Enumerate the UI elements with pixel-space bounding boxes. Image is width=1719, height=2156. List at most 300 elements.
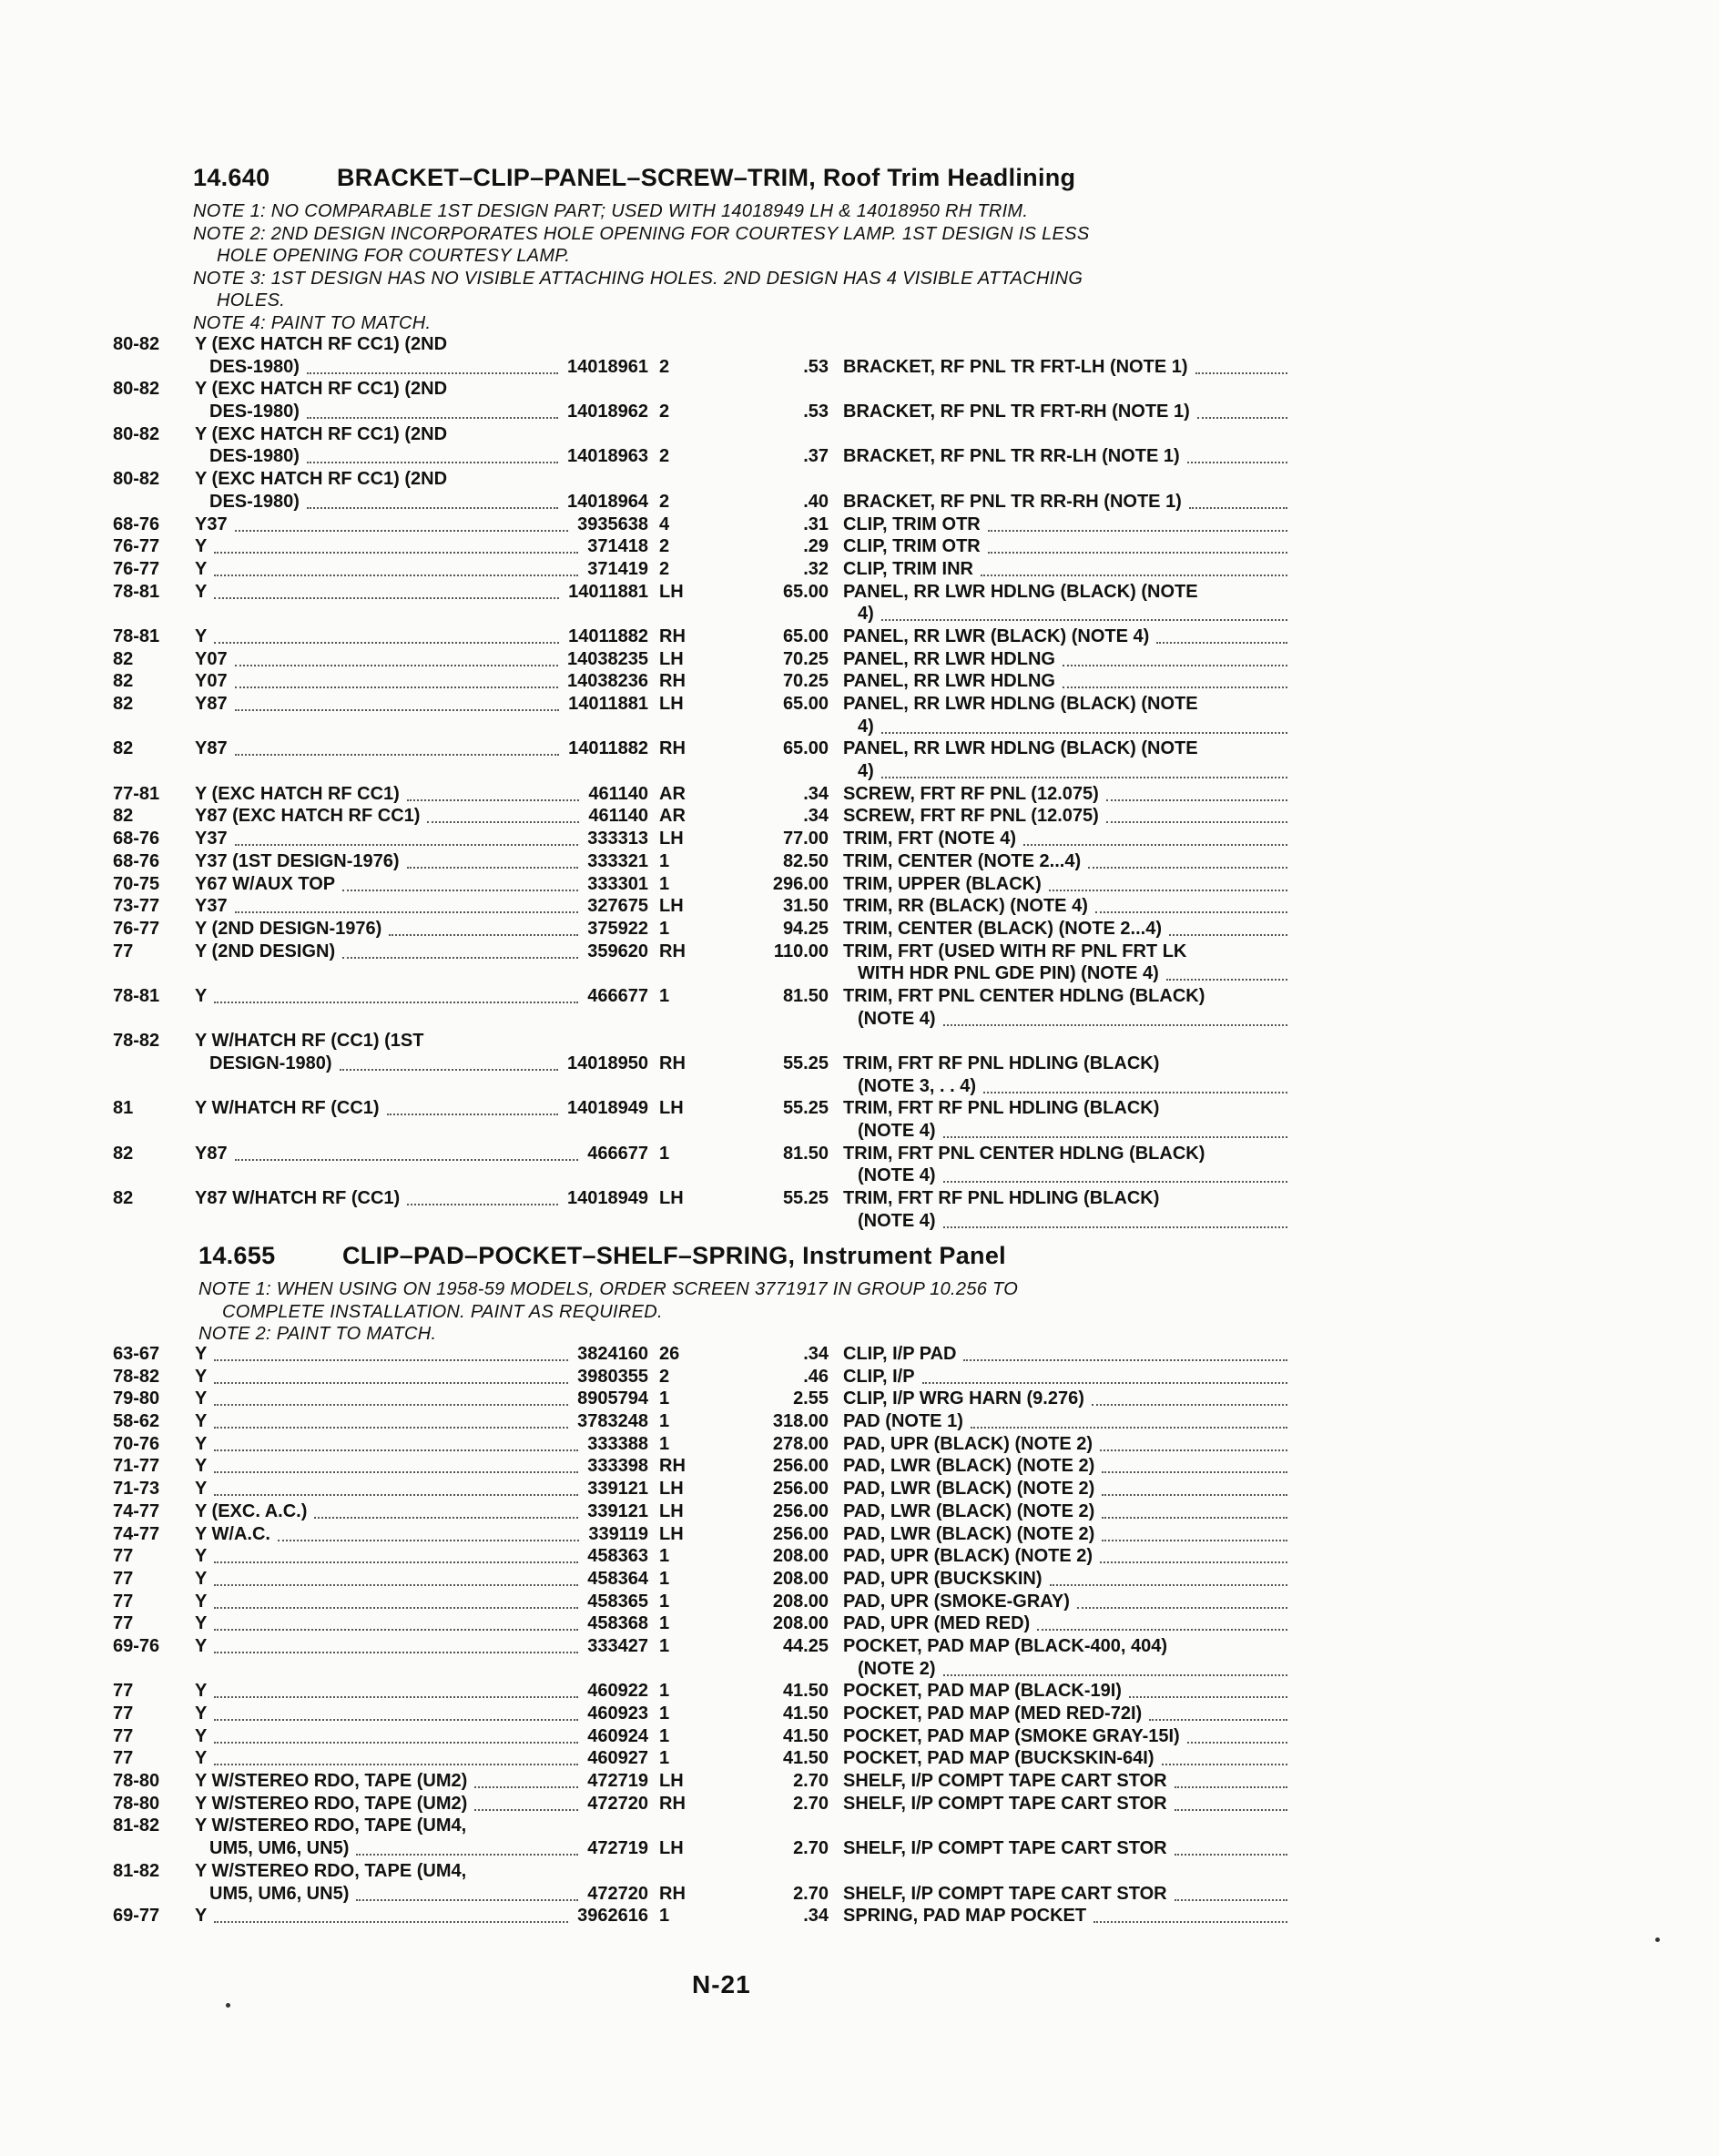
model-cell-continued: UM5, UM6, UN5) (209, 1838, 350, 1859)
dot-leader (1093, 1921, 1287, 1923)
model-cell: Y (195, 1725, 208, 1746)
years-cell: 81 (113, 1098, 134, 1119)
table-row (113, 582, 1287, 626)
model-cell: Y37 (195, 896, 228, 917)
quantity-cell: 1 (659, 1411, 670, 1432)
row-line (113, 1861, 1287, 1884)
quantity-cell: LH (659, 829, 684, 849)
description-cell: PAD, UPR (BUCKSKIN) (843, 1568, 1043, 1589)
price-cell: 55.25 (782, 1053, 829, 1073)
description-cell: PANEL, RR LWR HDLNG (843, 648, 1055, 669)
part-number-cell: 327675 (587, 896, 648, 917)
model-cell: Y37 (1ST DESIGN-1976) (195, 850, 400, 871)
years-cell: 82 (113, 738, 134, 759)
description-cell-continued: (NOTE 4) (858, 1165, 936, 1186)
description-cell: PAD, LWR (BLACK) (NOTE 2) (843, 1523, 1095, 1544)
part-number-cell: 371418 (587, 536, 648, 557)
description-cell-continued: 4) (858, 716, 874, 737)
row-line (113, 1411, 1287, 1434)
model-cell: Y (195, 1546, 208, 1567)
row-line (113, 1165, 1287, 1188)
table-row (113, 1726, 1287, 1749)
years-cell: 77 (113, 1703, 134, 1724)
table-row (113, 986, 1287, 1031)
description-cell: PANEL, RR LWR HDLNG (843, 671, 1055, 692)
model-cell: Y (195, 1635, 208, 1656)
description-cell: TRIM, FRT PNL CENTER HDLNG (BLACK) (843, 985, 1205, 1006)
description-cell: BRACKET, RF PNL TR RR-LH (NOTE 1) (843, 446, 1180, 467)
description-cell: PAD, UPR (MED RED) (843, 1613, 1031, 1634)
quantity-cell: 2 (659, 356, 670, 377)
dot-leader (1095, 911, 1287, 913)
table-row (113, 1479, 1287, 1501)
model-cell: Y87 (195, 738, 228, 759)
price-cell: 2.70 (793, 1838, 829, 1859)
years-cell: 76-77 (113, 536, 160, 557)
price-cell: .34 (803, 806, 829, 827)
model-cell: Y (EXC HATCH RF CC1) (2ND (195, 379, 448, 400)
description-cell: TRIM, FRT RF PNL HDLING (BLACK) (843, 1098, 1160, 1119)
quantity-cell: 1 (659, 1613, 670, 1634)
quantity-cell: RH (659, 671, 686, 692)
model-cell: Y87 (195, 694, 228, 714)
table-row (113, 1815, 1287, 1860)
description-cell: PANEL, RR LWR HDLNG (BLACK) (NOTE (843, 738, 1198, 759)
price-cell: .40 (803, 491, 829, 512)
quantity-cell: 2 (659, 558, 670, 579)
model-cell: Y W/STEREO RDO, TAPE (UM2) (195, 1793, 468, 1814)
table-row (113, 649, 1287, 672)
years-cell: 76-77 (113, 918, 160, 939)
model-cell: Y (195, 1411, 208, 1432)
price-cell: 256.00 (772, 1523, 829, 1544)
dot-leader (235, 686, 558, 688)
quantity-cell: 1 (659, 985, 670, 1006)
row-line (113, 1501, 1287, 1524)
description-cell: PAD, UPR (BLACK) (NOTE 2) (843, 1546, 1093, 1567)
dot-leader (1050, 1584, 1287, 1586)
dot-leader (1187, 1742, 1287, 1744)
dot-leader (963, 1359, 1287, 1361)
price-cell: 208.00 (772, 1568, 829, 1589)
price-cell: .34 (803, 1344, 829, 1364)
quantity-cell: 2 (659, 1366, 670, 1387)
years-cell: 79-80 (113, 1388, 160, 1409)
quantity-cell: 1 (659, 1635, 670, 1656)
row-line (113, 334, 1287, 357)
row-line (113, 671, 1287, 694)
note-line: COMPLETE INSTALLATION. PAINT AS REQUIRED. (222, 1301, 663, 1322)
description-cell: PANEL, RR LWR HDLNG (BLACK) (NOTE (843, 694, 1198, 714)
part-number-cell: 14018949 (567, 1098, 648, 1119)
dot-leader (214, 1382, 568, 1384)
table-row (113, 1411, 1287, 1434)
part-number-cell: 14018961 (567, 356, 648, 377)
part-number-cell: 14038236 (567, 671, 648, 692)
quantity-cell: 2 (659, 536, 670, 557)
description-cell: TRIM, FRT (NOTE 4) (843, 829, 1016, 849)
years-cell: 78-80 (113, 1793, 160, 1814)
part-number-cell: 375922 (587, 918, 648, 939)
years-cell: 82 (113, 806, 134, 827)
quantity-cell: 4 (659, 514, 670, 534)
dot-leader (981, 575, 1287, 576)
model-cell-continued: DES-1980) (209, 491, 300, 512)
price-cell: .53 (803, 356, 829, 377)
row-line (113, 1076, 1287, 1099)
part-number-cell: 472720 (587, 1793, 648, 1814)
section-notes (193, 200, 1322, 334)
table-row (113, 1144, 1287, 1188)
row-line (113, 694, 1287, 717)
years-cell: 69-76 (113, 1635, 160, 1656)
row-line (113, 1681, 1287, 1703)
model-cell: Y (195, 1344, 208, 1364)
years-cell: 78-81 (113, 625, 160, 646)
description-cell: SHELF, I/P COMPT TAPE CART STOR (843, 1793, 1167, 1814)
section-number: 14.655 (198, 1242, 276, 1269)
part-number-cell: 14011882 (568, 738, 648, 759)
dot-leader (1166, 979, 1287, 981)
years-cell: 77 (113, 1613, 134, 1634)
table-row (113, 1906, 1287, 1928)
quantity-cell: LH (659, 694, 684, 714)
part-number-cell: 460927 (587, 1748, 648, 1769)
row-line (113, 1524, 1287, 1547)
description-cell: BRACKET, RF PNL TR FRT-LH (NOTE 1) (843, 356, 1188, 377)
dot-leader (943, 1674, 1287, 1676)
model-cell: Y W/HATCH RF (CC1) (195, 1098, 380, 1119)
dot-leader (971, 1427, 1287, 1429)
dot-leader (1092, 1404, 1287, 1406)
dot-leader (1175, 1854, 1287, 1856)
dot-leader (1100, 1561, 1287, 1563)
model-cell-continued: UM5, UM6, UN5) (209, 1883, 350, 1904)
dot-leader (922, 1382, 1287, 1384)
table-row (113, 941, 1287, 986)
note-line: HOLE OPENING FOR COURTESY LAMP. (217, 246, 571, 266)
section-heading (198, 1242, 1006, 1270)
table-row (113, 1636, 1287, 1681)
dot-leader (1100, 1449, 1287, 1451)
row-line (113, 492, 1287, 514)
row-line (113, 1546, 1287, 1569)
description-cell: POCKET, PAD MAP (BLACK-19I) (843, 1681, 1122, 1702)
model-cell: Y07 (195, 671, 228, 692)
model-cell-continued: DES-1980) (209, 446, 300, 467)
price-cell: 2.70 (793, 1793, 829, 1814)
table-row (113, 1098, 1287, 1143)
years-cell: 70-76 (113, 1433, 160, 1454)
years-cell: 78-81 (113, 985, 160, 1006)
row-line (113, 1726, 1287, 1749)
table-row (113, 1861, 1287, 1906)
price-cell: .34 (803, 783, 829, 804)
part-number-cell: 472719 (587, 1771, 648, 1792)
price-cell: 65.00 (782, 694, 829, 714)
model-cell: Y (195, 985, 208, 1006)
years-cell: 68-76 (113, 850, 160, 871)
row-line (113, 1031, 1287, 1053)
row-line (113, 1884, 1287, 1907)
description-cell: CLIP, TRIM OTR (843, 514, 981, 534)
price-cell: 94.25 (782, 918, 829, 939)
row-line (113, 1659, 1287, 1682)
row-line (113, 626, 1287, 649)
quantity-cell: 1 (659, 1546, 670, 1567)
part-number-cell: 461140 (588, 783, 648, 804)
dot-leader (1175, 1809, 1287, 1811)
model-cell: Y87 (195, 1143, 228, 1164)
years-cell: 78-82 (113, 1031, 160, 1052)
description-cell-continued: (NOTE 4) (858, 1121, 936, 1142)
row-line (113, 1636, 1287, 1659)
part-number-cell: 466677 (587, 1143, 648, 1164)
table-row (113, 1592, 1287, 1614)
description-cell: TRIM, FRT RF PNL HDLING (BLACK) (843, 1188, 1160, 1209)
row-line (113, 1794, 1287, 1816)
price-cell: 82.50 (782, 850, 829, 871)
row-line (113, 919, 1287, 941)
description-cell: PAD, UPR (BLACK) (NOTE 2) (843, 1433, 1093, 1454)
model-cell: Y (195, 1681, 208, 1702)
table-row (113, 1771, 1287, 1794)
row-line (113, 1703, 1287, 1726)
model-cell: Y W/STEREO RDO, TAPE (UM4, (195, 1815, 467, 1836)
row-line (113, 649, 1287, 672)
table-row (113, 424, 1287, 469)
part-number-cell: 14018964 (567, 491, 648, 512)
description-cell: CLIP, I/P PAD (843, 1344, 957, 1364)
price-cell: 256.00 (772, 1500, 829, 1521)
description-cell: CLIP, I/P (843, 1366, 915, 1387)
model-cell: Y37 (195, 829, 228, 849)
part-number-cell: 371419 (587, 558, 648, 579)
part-number-cell: 3935638 (577, 514, 648, 534)
model-cell: Y (195, 581, 208, 602)
price-cell: 70.25 (782, 648, 829, 669)
table-row (113, 559, 1287, 582)
row-line (113, 717, 1287, 739)
row-line (113, 379, 1287, 402)
table-row (113, 1501, 1287, 1524)
row-line (113, 1838, 1287, 1861)
model-cell: Y (195, 1479, 208, 1500)
model-cell: Y (EXC. A.C.) (195, 1500, 308, 1521)
part-number-cell: 339121 (587, 1500, 648, 1521)
table-row (113, 851, 1287, 874)
quantity-cell: 1 (659, 1748, 670, 1769)
part-number-cell: 458368 (587, 1613, 648, 1634)
description-cell: PAD, LWR (BLACK) (NOTE 2) (843, 1479, 1095, 1500)
scan-speck (1655, 1937, 1660, 1942)
price-cell: .34 (803, 1906, 829, 1927)
years-cell: 80-82 (113, 469, 160, 490)
dot-leader (1088, 867, 1287, 869)
price-cell: .29 (803, 536, 829, 557)
table-row (113, 626, 1287, 649)
years-cell: 77 (113, 941, 134, 961)
quantity-cell: LH (659, 1500, 684, 1521)
row-line (113, 761, 1287, 784)
part-number-cell: 333388 (587, 1433, 648, 1454)
quantity-cell: 1 (659, 1591, 670, 1612)
table-row (113, 784, 1287, 807)
quantity-cell: AR (659, 806, 686, 827)
price-cell: 31.50 (782, 896, 829, 917)
row-line (113, 963, 1287, 986)
quantity-cell: RH (659, 1456, 686, 1477)
price-cell: 208.00 (772, 1613, 829, 1634)
table-row (113, 874, 1287, 897)
row-line (113, 1592, 1287, 1614)
row-line (113, 536, 1287, 559)
description-cell: CLIP, TRIM OTR (843, 536, 981, 557)
price-cell: 2.70 (793, 1771, 829, 1792)
row-line (113, 1121, 1287, 1144)
years-cell: 77 (113, 1748, 134, 1769)
part-number-cell: 3980355 (577, 1366, 648, 1387)
row-line (113, 469, 1287, 492)
row-line (113, 806, 1287, 829)
model-cell: Y W/A.C. (195, 1523, 270, 1544)
dot-leader (1077, 1607, 1287, 1609)
row-line (113, 402, 1287, 424)
dot-leader (1175, 1899, 1287, 1901)
model-cell: Y67 W/AUX TOP (195, 873, 336, 894)
years-cell: 82 (113, 1188, 134, 1209)
row-line (113, 941, 1287, 964)
table-row (113, 334, 1287, 379)
years-cell: 77 (113, 1725, 134, 1746)
years-cell: 58-62 (113, 1411, 160, 1432)
price-cell: 41.50 (782, 1703, 829, 1724)
table-row (113, 379, 1287, 423)
dot-leader (1063, 686, 1287, 688)
row-line (113, 1144, 1287, 1166)
years-cell: 68-76 (113, 514, 160, 534)
quantity-cell: LH (659, 1771, 684, 1792)
quantity-cell: 1 (659, 1388, 670, 1409)
row-line (113, 1188, 1287, 1211)
years-cell: 80-82 (113, 423, 160, 444)
row-line (113, 738, 1287, 761)
dot-leader (1156, 642, 1287, 644)
row-line (113, 1771, 1287, 1794)
row-line (113, 1098, 1287, 1121)
quantity-cell: 26 (659, 1344, 680, 1364)
table-row (113, 1434, 1287, 1457)
description-cell: SPRING, PAD MAP POCKET (843, 1906, 1087, 1927)
dot-leader (988, 530, 1287, 532)
years-cell: 69-77 (113, 1906, 160, 1927)
years-cell: 81-82 (113, 1815, 160, 1836)
quantity-cell: LH (659, 1188, 684, 1209)
years-cell: 82 (113, 694, 134, 714)
table-row (113, 671, 1287, 694)
dot-leader (214, 1921, 568, 1923)
dot-leader (1102, 1471, 1287, 1473)
description-cell: TRIM, CENTER (NOTE 2...4) (843, 850, 1082, 871)
quantity-cell: 1 (659, 850, 670, 871)
price-cell: 256.00 (772, 1479, 829, 1500)
dot-leader (943, 1024, 1287, 1026)
years-cell: 76-77 (113, 558, 160, 579)
model-cell: Y (EXC HATCH RF CC1) (195, 783, 400, 804)
part-number-cell: 3783248 (577, 1411, 648, 1432)
scan-speck (226, 2003, 230, 2008)
description-cell: PANEL, RR LWR HDLNG (BLACK) (NOTE (843, 581, 1198, 602)
table-row (113, 1748, 1287, 1771)
description-cell: BRACKET, RF PNL TR RR-RH (NOTE 1) (843, 491, 1182, 512)
part-number-cell: 333321 (587, 850, 648, 871)
parts-table (113, 334, 1287, 1234)
table-row (113, 1367, 1287, 1389)
quantity-cell: 2 (659, 446, 670, 467)
table-row (113, 1681, 1287, 1703)
row-line (113, 514, 1287, 537)
description-cell-continued: (NOTE 3, . . 4) (858, 1075, 977, 1096)
model-cell: Y (2ND DESIGN-1976) (195, 918, 382, 939)
dot-leader (1102, 1494, 1287, 1496)
table-row (113, 1388, 1287, 1411)
price-cell: 55.25 (782, 1188, 829, 1209)
description-cell: PAD (NOTE 1) (843, 1411, 963, 1432)
price-cell: 65.00 (782, 581, 829, 602)
years-cell: 78-81 (113, 581, 160, 602)
table-row (113, 896, 1287, 919)
part-number-cell: 14018949 (567, 1188, 648, 1209)
price-cell: 77.00 (782, 829, 829, 849)
price-cell: .37 (803, 446, 829, 467)
model-cell: Y W/STEREO RDO, TAPE (UM2) (195, 1771, 468, 1792)
row-line (113, 1569, 1287, 1592)
dot-leader (943, 1226, 1287, 1228)
section-title: BRACKET–CLIP–PANEL–SCREW–TRIM, Roof Trim Headlining (337, 164, 1076, 191)
part-number-cell: 460924 (587, 1725, 648, 1746)
model-cell: Y (195, 1388, 208, 1409)
table-row (113, 1546, 1287, 1569)
dot-leader (1106, 799, 1287, 801)
description-cell: PAD, UPR (SMOKE-GRAY) (843, 1591, 1070, 1612)
quantity-cell: 1 (659, 1433, 670, 1454)
description-cell: SHELF, I/P COMPT TAPE CART STOR (843, 1838, 1167, 1859)
description-cell: SHELF, I/P COMPT TAPE CART STOR (843, 1771, 1167, 1792)
dot-leader (1149, 1719, 1287, 1721)
note-line: HOLES. (217, 290, 286, 310)
quantity-cell: LH (659, 1098, 684, 1119)
years-cell: 74-77 (113, 1523, 160, 1544)
quantity-cell: LH (659, 648, 684, 669)
model-cell: Y (195, 536, 208, 557)
model-cell: Y37 (195, 514, 228, 534)
table-row (113, 1456, 1287, 1479)
row-line (113, 1748, 1287, 1771)
price-cell: 70.25 (782, 671, 829, 692)
price-cell: 208.00 (772, 1546, 829, 1567)
model-cell: Y (2ND DESIGN) (195, 941, 336, 961)
table-row (113, 829, 1287, 851)
quantity-cell: 1 (659, 1681, 670, 1702)
description-cell: POCKET, PAD MAP (MED RED-72I) (843, 1703, 1143, 1724)
years-cell: 77 (113, 1681, 134, 1702)
quantity-cell: 1 (659, 873, 670, 894)
quantity-cell: RH (659, 941, 686, 961)
dot-leader (1187, 462, 1287, 463)
part-number-cell: 14011881 (568, 694, 648, 714)
model-cell: Y87 (EXC HATCH RF CC1) (195, 806, 421, 827)
quantity-cell: 1 (659, 1906, 670, 1927)
